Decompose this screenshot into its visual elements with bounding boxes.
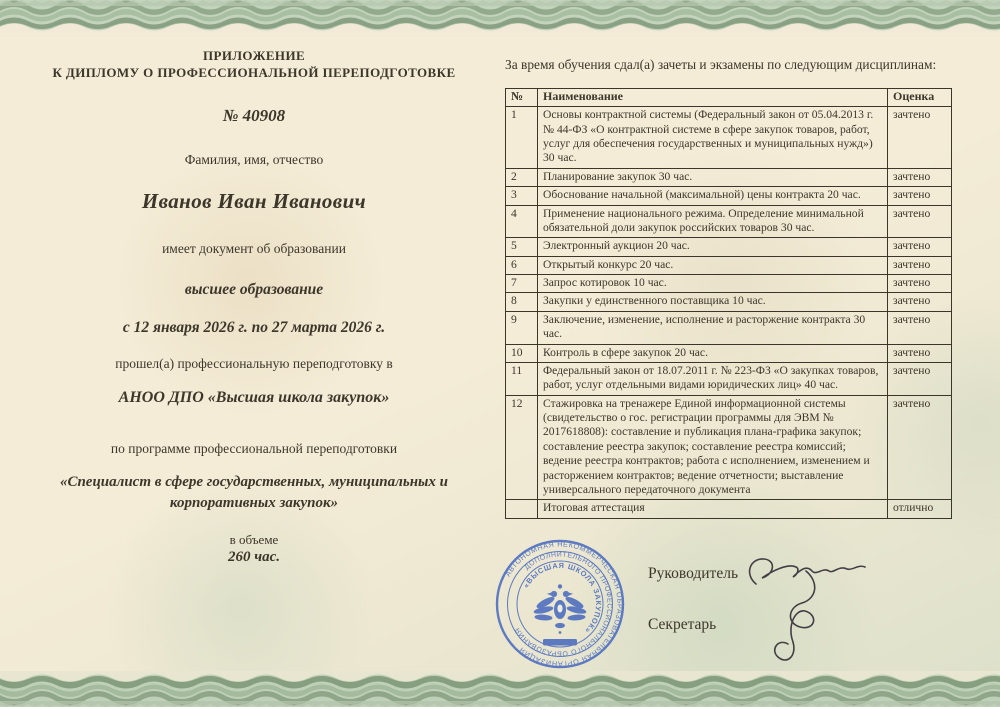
handwritten-signature <box>742 538 877 673</box>
table-row: 2 Планирование закупок 30 час. зачтено <box>506 168 952 186</box>
header-name: Наименование <box>538 89 888 107</box>
table-row: 6 Открытый конкурс 20 час. зачтено <box>506 256 952 274</box>
seal-middle-text: ДОПОЛНИТЕЛЬНОГО ПРОФЕССИОНАЛЬНОГО ОБРАЗОВАНИЯ <box>514 551 613 657</box>
organization-seal <box>492 536 628 672</box>
header-num: № <box>506 89 538 107</box>
guilloche-border-top <box>0 0 1000 33</box>
education-level: высшее образование <box>184 280 324 298</box>
document-title-line1: ПРИЛОЖЕНИЕ <box>202 48 306 63</box>
table-header-row <box>506 89 952 107</box>
right-page <box>505 54 965 519</box>
fio-label: Фамилия, имя, отчество <box>184 151 324 167</box>
passed-text: прошел(а) профессиональную переподготовку в <box>115 355 393 371</box>
organization-name: АНОО ДПО «Высшая школа закупок» <box>118 388 390 406</box>
table-row: 12 Стажировка на тренажере Единой информационной системы (свидетельство о гос. регистрации программы для ЭВМ № 2017618808): составление и публикация плана-графика закупок; составление реестра закупок; составление реестра комиссий; ведение реестра контрактов; работа с исполнением, изменением и расторжением контрактов; ведение отчетности; выставление универсального передаточного документа зачтено <box>506 395 952 500</box>
volume-label: в объеме <box>229 531 279 547</box>
secretary-signature-label: Секретарь <box>648 616 717 633</box>
diploma-number: № 40908 <box>222 105 286 125</box>
holder-name: Иванов Иван Иванович <box>141 188 367 213</box>
header-grade: Оценка <box>888 89 952 107</box>
document-title <box>48 48 460 82</box>
grades-table <box>505 88 952 518</box>
table-row: 7 Запрос котировок 10 час. зачтено <box>506 275 952 293</box>
table-row-final-attestation: Итоговая аттестация отлично <box>506 500 952 518</box>
table-row: 10 Контроль в сфере закупок 20 час. зачтено <box>506 344 952 362</box>
intro-paragraph: За время обучения сдал(а) зачеты и экзамены по следующим дисциплинам: <box>505 57 937 72</box>
table-row: 5 Электронный аукцион 20 час. зачтено <box>506 238 952 256</box>
seal-outer-text: АВТОНОМНАЯ НЕКОММЕРЧЕСКАЯ ОБРАЗОВАТЕЛЬНАЯ ОРГАНИЗАЦИЯ <box>503 539 625 669</box>
has-document-text: имеет документ об образовании <box>162 240 346 256</box>
volume-hours: 260 час. <box>227 548 281 565</box>
table-row: 8 Закупки у единственного поставщика 10 час. зачтено <box>506 293 952 311</box>
left-page <box>48 48 460 566</box>
table-row: 3 Обоснование начальной (максимальной) цены контракта 20 час. зачтено <box>506 187 952 205</box>
eagle-shield <box>557 605 562 613</box>
program-name: «Специалист в сфере государственных, муниципальных и корпоративных закупок» <box>59 473 449 511</box>
table-row: 11 Федеральный закон от 18.07.2011 г. № 223-ФЗ «О закупках товаров, работ, услуг отдельными видами юридических лиц» 40 час. зачтено <box>506 362 952 395</box>
program-label: по программе профессиональной переподготовки <box>110 440 398 456</box>
table-row: 1 Основы контрактной системы (Федеральный закон от 05.04.2013 г. № 44-ФЗ «О контрактной системе в сфере закупок товаров, работ, услуг для обеспечения государственных и муниципальных нужд») 30 час. зачтено <box>506 107 952 169</box>
document-title-line2: К ДИПЛОМУ О ПРОФЕССИОНАЛЬНОЙ ПЕРЕПОДГОТОВКЕ <box>52 64 456 80</box>
study-period: с 12 января 2026 г. по 27 марта 2026 г. <box>122 318 386 336</box>
eagle-emblem <box>533 584 587 645</box>
guilloche-border-bottom <box>0 671 1000 707</box>
head-signature-label: Руководитель <box>648 565 739 582</box>
table-row: 9 Заключение, изменение, исполнение и расторжение контракта 30 час. зачтено <box>506 311 952 344</box>
seal-inner-text: «ВЫСШАЯ ШКОЛА ЗАКУПОК» <box>521 560 604 636</box>
table-row: 4 Применение национального режима. Определение минимальной обязательной доли закупок российских товаров 30 час. зачтено <box>506 205 952 238</box>
